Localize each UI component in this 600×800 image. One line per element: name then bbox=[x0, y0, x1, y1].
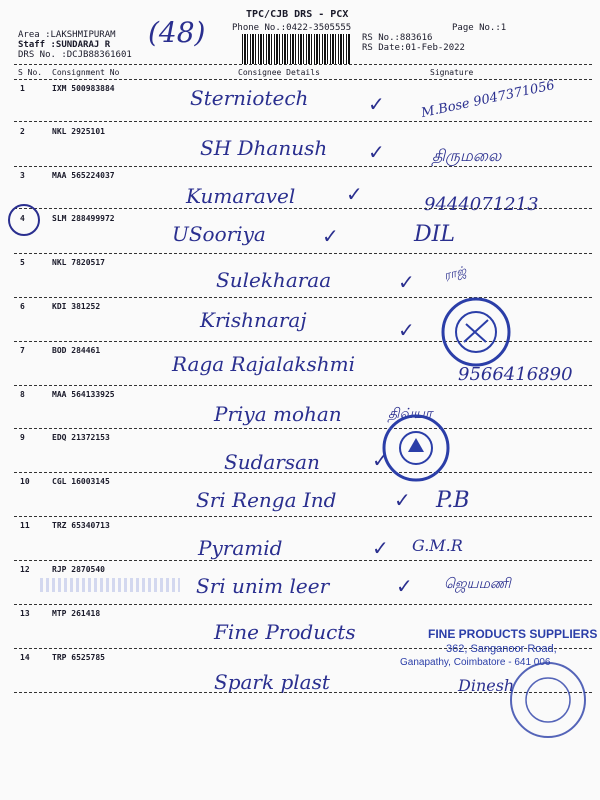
tick-mark: ✓ bbox=[372, 536, 389, 560]
consignment-number: SLM 288499972 bbox=[52, 214, 115, 223]
consignment-number: KDI 381252 bbox=[52, 302, 101, 311]
col-signature: Signature bbox=[430, 68, 474, 77]
consignment-number: CGL 16003145 bbox=[52, 477, 110, 486]
col-consignee: Consignee Details bbox=[238, 68, 320, 77]
row-number: 13 bbox=[20, 609, 30, 618]
row-number: 14 bbox=[20, 653, 30, 662]
consignee-name: Sterniotech bbox=[190, 86, 309, 110]
signature: 9444071213 bbox=[424, 194, 539, 215]
consignment-number: TRZ 65340713 bbox=[52, 521, 110, 530]
row-number: 1 bbox=[20, 84, 25, 93]
handwritten-mark: (48) bbox=[148, 16, 206, 49]
consignee-name: Sudarsan bbox=[224, 450, 320, 474]
row-number: 8 bbox=[20, 390, 25, 399]
consignee-name: SH Dhanush bbox=[200, 136, 328, 160]
round-seal-2 bbox=[380, 412, 452, 484]
row-number: 12 bbox=[20, 565, 30, 574]
signature: 9566416890 bbox=[458, 364, 573, 385]
row-number: 6 bbox=[20, 302, 25, 311]
company-stamp-name: FINE PRODUCTS SUPPLIERS bbox=[428, 627, 598, 641]
consignment-number: RJP 2870540 bbox=[52, 565, 105, 574]
tick-mark: ✓ bbox=[322, 224, 339, 248]
rs-number: RS No.:883616 bbox=[362, 33, 433, 43]
tick-mark: ✓ bbox=[368, 92, 385, 116]
tick-mark: ✓ bbox=[346, 182, 363, 206]
tick-mark: ✓ bbox=[394, 488, 411, 512]
row-number: 10 bbox=[20, 477, 30, 486]
signature: G.M.R bbox=[412, 536, 463, 555]
tick-mark: ✓ bbox=[372, 448, 389, 472]
tick-mark: ✓ bbox=[396, 574, 413, 598]
consignee-name: Pyramid bbox=[198, 536, 283, 560]
company-stamp-address-2: Ganapathy, Coimbatore - 641 006 bbox=[400, 657, 551, 668]
row-number: 4 bbox=[20, 214, 25, 223]
drs-number: DRS No. :DCJB88361601 bbox=[18, 50, 132, 60]
row-number: 7 bbox=[20, 346, 25, 355]
signature: திவ்யா bbox=[388, 406, 433, 422]
barcode bbox=[242, 34, 350, 64]
consignment-number: NKL 7820517 bbox=[52, 258, 105, 267]
signature: திருமலை bbox=[432, 146, 502, 165]
phone-number: Phone No.:0422-3505555 bbox=[232, 23, 352, 33]
consignee-name: Sulekharaa bbox=[216, 268, 332, 292]
consignee-name: USooriya bbox=[172, 222, 266, 246]
consignee-name: Sri unim leer bbox=[196, 574, 330, 598]
staff-label: Staff :SUNDARAJ R bbox=[18, 40, 111, 50]
signature: ராஜ் bbox=[442, 263, 468, 283]
tick-mark: ✓ bbox=[368, 140, 385, 164]
consignment-number: IXM 500983884 bbox=[52, 84, 115, 93]
signature: M.Bose 9047371056 bbox=[419, 78, 557, 121]
faint-stamp bbox=[40, 578, 180, 592]
round-seal-1 bbox=[440, 296, 512, 368]
consignee-name: Sri Renga Ind bbox=[196, 488, 337, 512]
consignment-number: TRP 6525785 bbox=[52, 653, 105, 662]
consignee-name: Krishnaraj bbox=[200, 308, 307, 332]
consignment-number: BOD 284461 bbox=[52, 346, 101, 355]
consignee-name: Fine Products bbox=[214, 620, 356, 644]
consignment-number: EDQ 21372153 bbox=[52, 433, 110, 442]
row-number: 11 bbox=[20, 521, 30, 530]
row-number: 5 bbox=[20, 258, 25, 267]
company-stamp-address-1: 362, Sanganoor Road, bbox=[446, 643, 557, 655]
round-seal-3 bbox=[508, 660, 588, 740]
row-number: 2 bbox=[20, 127, 25, 136]
signature: ஜெயமணி bbox=[444, 576, 511, 592]
consignee-name: Priya mohan bbox=[214, 402, 342, 426]
consignment-number: MAA 564133925 bbox=[52, 390, 115, 399]
page-number: Page No.:1 bbox=[452, 23, 507, 33]
rs-date: RS Date:01-Feb-2022 bbox=[362, 43, 465, 53]
consignment-number: MAA 565224037 bbox=[52, 171, 115, 180]
col-consignment: Consignment No bbox=[52, 68, 120, 77]
tick-mark: ✓ bbox=[398, 318, 415, 342]
tick-mark: ✓ bbox=[398, 270, 415, 294]
sheet-title: TPC/CJB DRS - PCX bbox=[246, 9, 349, 20]
area-label: Area :LAKSHMIPURAM bbox=[18, 30, 116, 40]
signature: P.B bbox=[436, 488, 470, 513]
consignee-name: Raga Rajalakshmi bbox=[172, 352, 356, 376]
row-number: 9 bbox=[20, 433, 25, 442]
consignment-number: MTP 261418 bbox=[52, 609, 101, 618]
signature: Dinesh bbox=[458, 676, 515, 695]
consignment-number: NKL 2925101 bbox=[52, 127, 105, 136]
consignee-name: Spark plast bbox=[214, 670, 330, 694]
row-number: 3 bbox=[20, 171, 25, 180]
col-sno: S No. bbox=[18, 68, 43, 77]
consignee-name: Kumaravel bbox=[186, 184, 296, 208]
signature: DIL bbox=[414, 222, 455, 247]
